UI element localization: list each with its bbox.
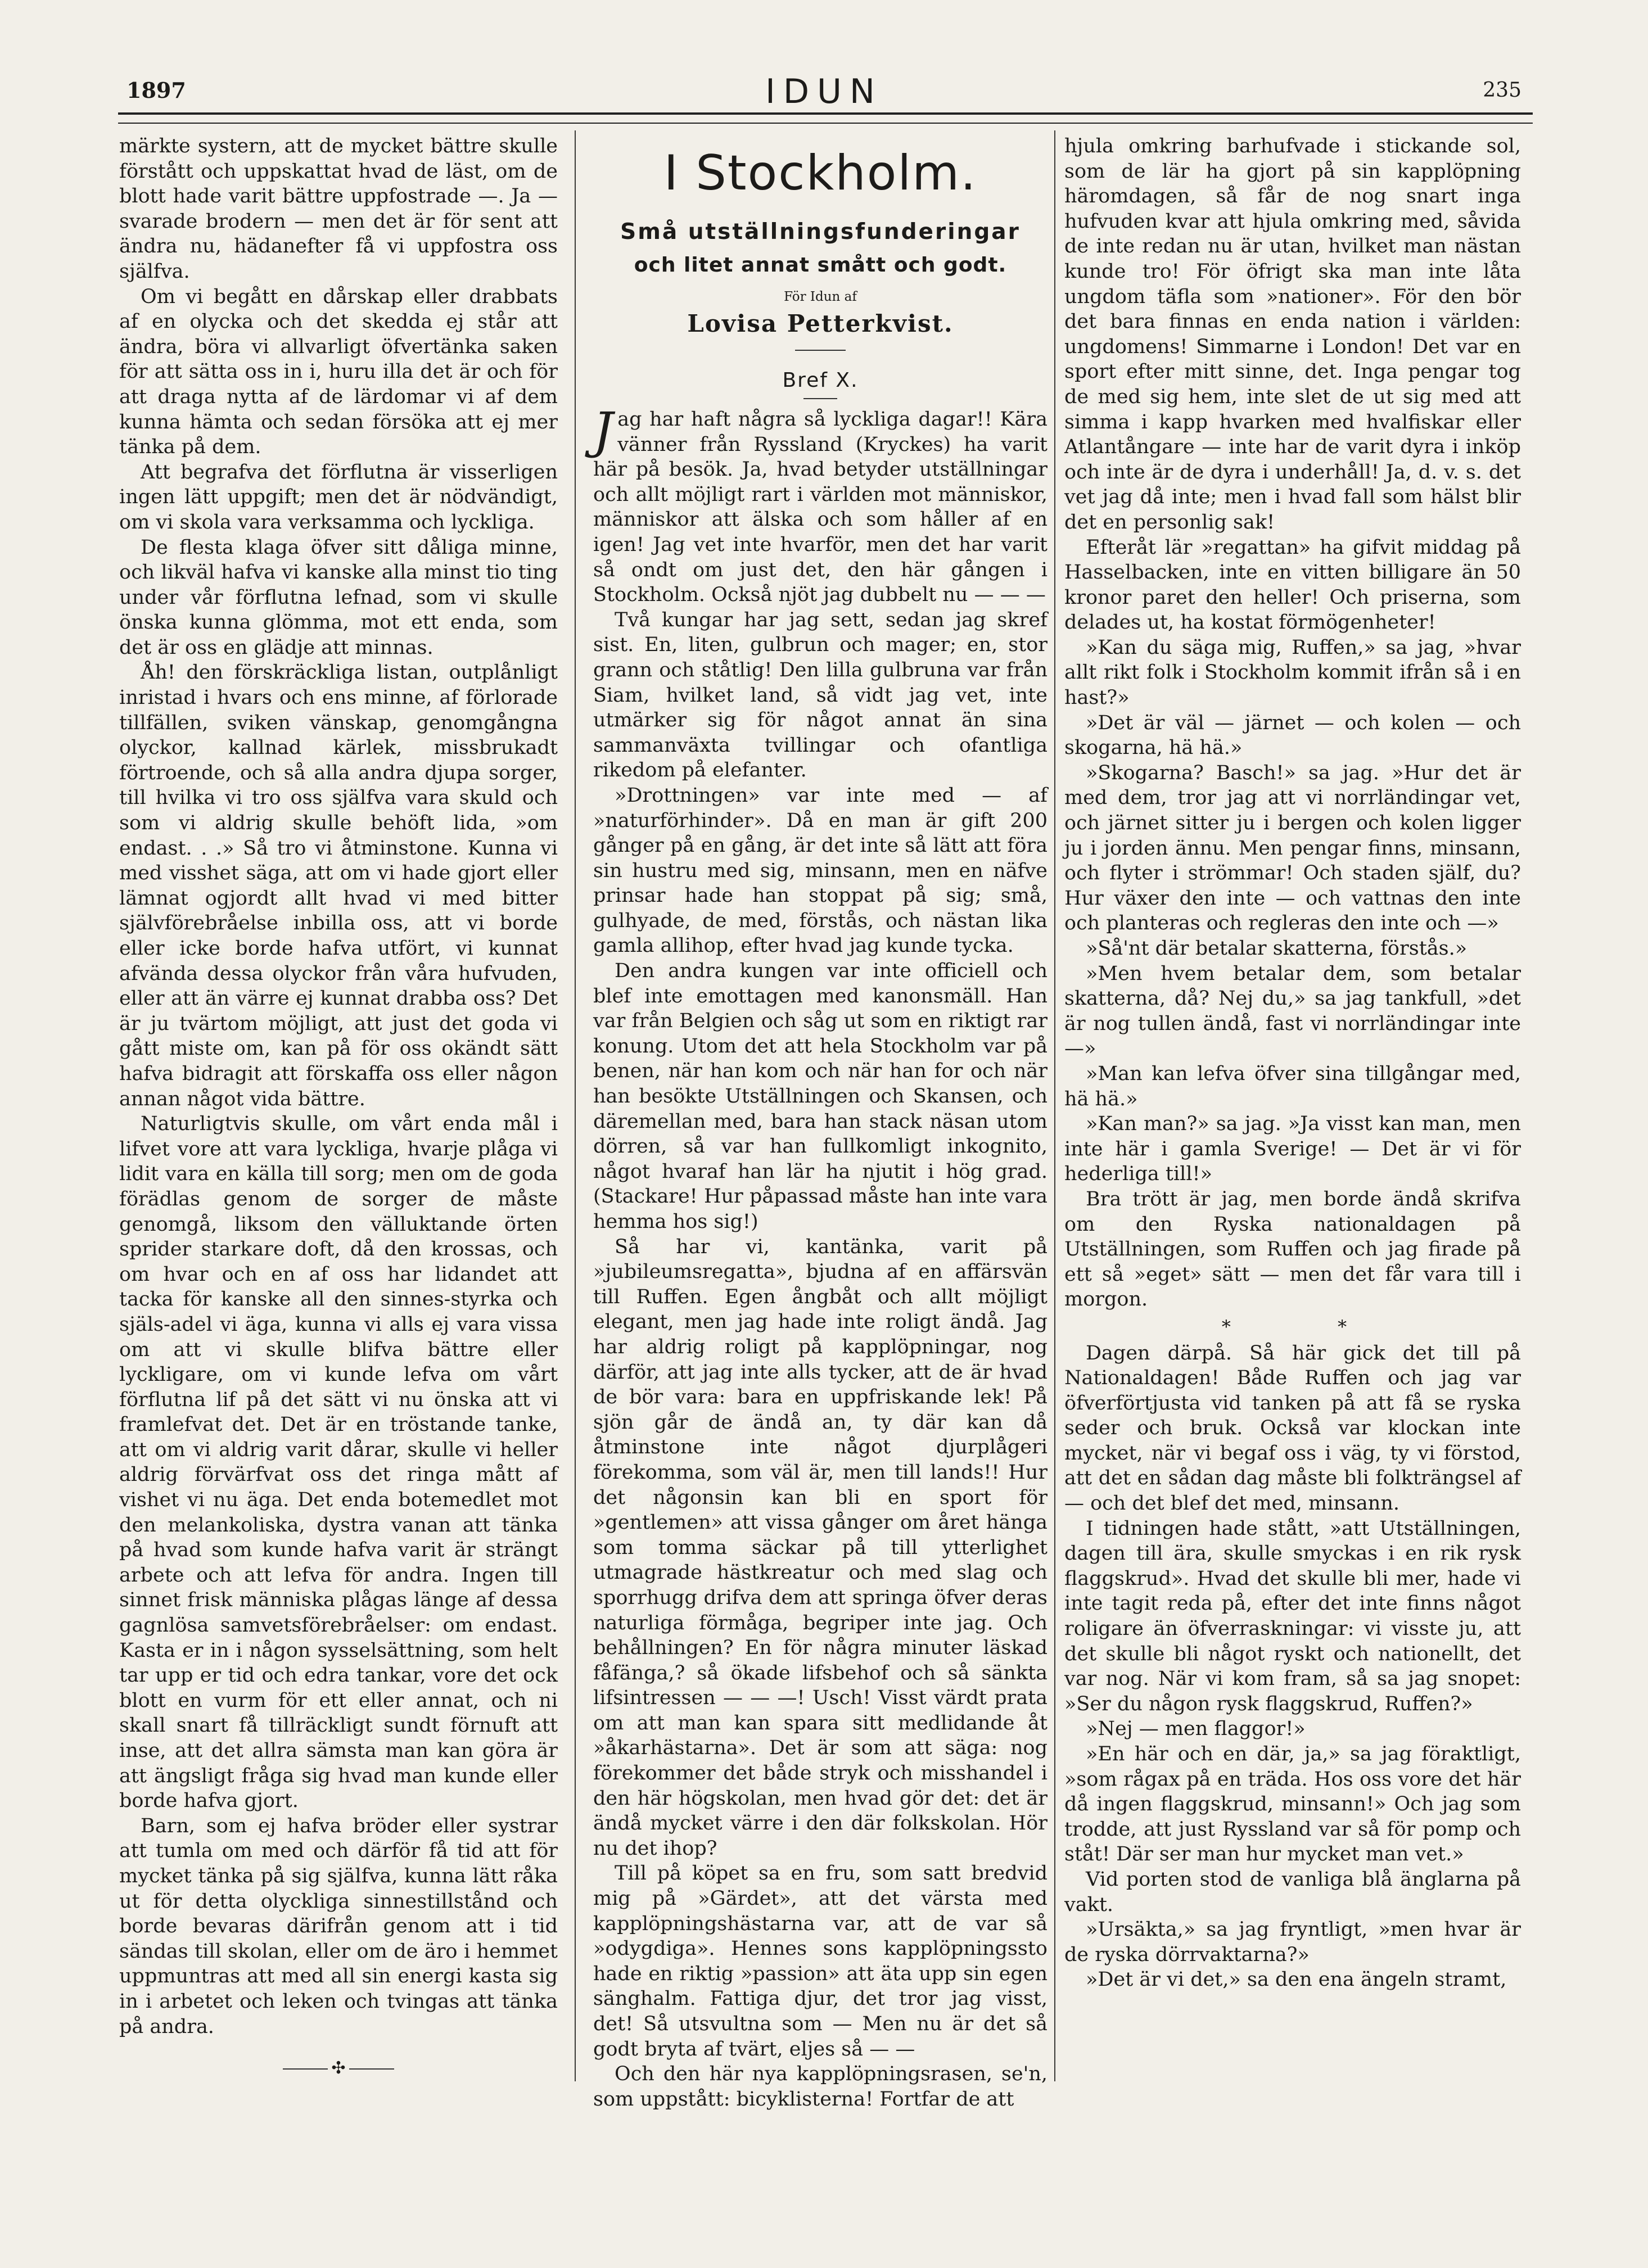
col3-paragraph: »Så'nt där betalar skatterna, förstås.» [1086,937,1468,960]
column-divider-left [575,130,576,2081]
drop-cap: J [593,401,613,459]
article-subtitle-2: och litet annat smått och godt. [634,254,1007,277]
col3-paragraph: »Skogarna? Basch!» sa jag. »Hur det är med dem, tror jag att vi norrländingar vet, och järnet sitter ju i bergen och kolen ligger ju i jorden ännu. Men pengar finns, minsann, och flyter i strömmar! Och staden själf, du? Hur växer den inte — och vattnas den inte och planteras och regleras den inte och —» [1064,761,1521,935]
col1-paragraph: De flesta klaga öfver sitt dåliga minne, och likväl hafva vi kanske alla minst tio ting under vår förflutna lefnad, som vi skulle önska kunna glömma, mot ett enda, som det är oss en glädje att minnas. [119,536,558,659]
column-1 [119,134,558,2081]
ornament-line-left [283,2068,328,2070]
column-divider-right [1054,130,1055,2081]
article-author: Lovisa Petterkvist. [687,310,954,337]
col2-first-text: ag har haft några så lyckliga dagar!! Kära vänner från Ryssland (Kryckes) ha varit här på besök. Ja, hvad betyder utställningar och allt möjligt rart i världen mot människor, människor att älska och som håller af en igen! Jag vet inte hvarför, men det har varit så ondt om just det, den här gången i Stockholm. Också njöt jag dubbelt nu — — — [593,408,1048,607]
col3-paragraph: Efteråt lär »regattan» ha gifvit middag på Hasselbacken, inte en vitten billigare än 50 kronor paret den heller! Och priserna, som delades ut, ha kostat förmögenheter! [1064,536,1521,634]
running-head [112,72,1536,111]
col2-paragraph: Den andra kungen var inte officiell och blef inte emottagen med kanonsmäll. Han var från Belgien och såg ut som en riktigt rar konung. Utom det att hela Stockholm var på benen, när han kom och när han for och när han besökte Utställningen och Skansen, och däremellan med, bara han stack näsan utom dörren, så var han fullkomligt inkognito, något hvaraf han lär ha njutit i hög grad. (Stackare! Hur påpassad måste han inte vara hemma hos sig!) [593,960,1048,1233]
col1-paragraph: Att begrafva det förflutna är visserligen ingen lätt uppgift; men det är nödvändigt, om vi skola vara verksamma och lyckliga. [119,460,558,534]
column-2 [593,134,1048,2112]
col1-paragraph: Barn, som ej hafva bröder eller systrar att tumla om med och därför få tid att för mycket tänka på sig själfva, kunna lätt råka ut för detta olyckliga sinnestillstånd och borde bevaras därifrån genom att i tid sändas till skolan, eller om de äro i hemmet uppmuntras att med all sin energi kasta sig in i arbetet och leken och tvingas att tänka på andra. [119,1814,558,2038]
col2-paragraph: »Drottningen» var inte med — af »naturförhinder». Då en man är gift 200 gånger på en gång, är det inte så lätt att föra sin hustru med sig, minsann, men en näfve prinsar hade han stoppat på sig; små, gulhyade, de med, förstås, och nästan lika gamla allihop, efter hvad jag kunde tycka. [593,784,1048,957]
ornament-line-right [349,2068,394,2070]
letter-rule [803,398,837,399]
col3-paragraph: »Man kan lefva öfver sina tillgångar med, hä hä.» [1064,1062,1521,1110]
col3-paragraph: »Nej — men flaggor!» [1086,1718,1306,1741]
col3-paragraph: »Kan man?» sa jag. »Ja visst kan man, men inte här i gamla Sverige! — Det är vi för hederliga till!» [1064,1113,1521,1186]
col1-paragraph: Om vi begått en dårskap eller drabbats af en olycka och det skedda ej står att ändra, böra vi allvarligt öfvertänka saken för att sätta oss in i, huru illa det är och för att draga nytta af de lärdomar vi af dem kunna hämta och sedan försöka att ej mer tänka på dem. [119,285,558,459]
header-year: 1897 [127,78,186,103]
magazine-title: IDUN [765,72,883,111]
col3-paragraph: »Det är väl — järnet — och kolen — och skogarna, hä hä.» [1064,711,1521,760]
header-double-rule [118,112,1533,124]
column-3 [1064,134,1521,1993]
col3-paragraph: »Ursäkta,» sa jag fryntligt, »men hvar är de ryska dörrvaktarna?» [1064,1918,1521,1966]
col3-paragraph: Bra trött är jag, men borde ändå skrifva om den Ryska nationaldagen på Utställningen, som Ruffen och jag firade på ett så »eget» sätt — men det får vara till i morgon. [1064,1187,1521,1311]
end-ornament [119,2056,558,2081]
col2-paragraph: Till på köpet sa en fru, som satt bredvid mig på »Gärdet», att det värsta med kapplöpningshästarna var, att de var så »odygdiga». Hennes sons kapplöpningssto hade en riktig »passion» att äta upp sin egen sänghalm. Fattiga djur, det tror jag visst, det! Så utsvultna som — Men nu är det så godt bryta af tvärt, eljes så — — [593,1862,1048,2061]
col2-paragraph: Så har vi, kantänka, varit på »jubileumsregatta», bjudna af en affärsvän till Ruffen. Egen ångbåt och allt möjligt elegant, men jag hade inte roligt ändå. Jag har aldrig roligt på kapplöpningar, nog därför, att jag inte alls tycker, att de är hvad de bör vara: bara en uppfriskande lek! På sjön går de ändå an, ty där kan då åtminstone inte något djurplågeri förekomma, som väl är, men till lands!! Hur det någonsin kan bli en sport för »gentlemen» att vissa gånger om året hänga som tomma säckar på till ytterlighet utmagrade hästkreatur och med slag och sporrhugg drifva dem att springa öfver deras naturliga förmåga, begriper inte jag. Och behållningen? En för några minuter läskad fåfänga,? så ökade lifsbehof och så sänkta lifsintressen — — —! Usch! Visst värdt prata om att man kan spara sitt medlidande åt »åkarhästarna». Det är som att säga: nog förekommer det både stryk och misshandel i den här högskolan, men hvad gör det: det är ändå mycket värre i den där folkskolan. Hör nu det ihop? [593,1235,1048,1860]
article-subtitle-1: Små utställningsfunderingar [620,219,1021,245]
col1-paragraph: märkte systern, att de mycket bättre skulle förstått och uppskattat hvad de läst, om de blott hade varit bättre uppfostrade —. Ja — svarade brodern — men det är för sent att ändra nu, hädanefter få vi uppfostra oss själfva. [119,135,558,283]
col3-paragraph: Dagen därpå. Så här gick det till på Nationaldagen! Både Ruffen och jag var öfverförtjusta vid tanken på att få se ryska seder och bruk. Också var klockan inte mycket, när vi begaf oss i väg, ty vi förstod, att det en sådan dag måste bli folkträngsel af — och det blef det med, minsann. [1064,1341,1521,1515]
article-for-line: För Idun af [784,290,857,304]
col3-paragraph: Vid porten stod de vanliga blå änglarna på vakt. [1064,1868,1521,1916]
col1-paragraph: Åh! den förskräckliga listan, outplånligt inristad i hvars och ens minne, af förlorade tillfällen, sviken vänskap, genomgångna olyckor, kallnad kärlek, missbrukadt förtroende, och så alla andra djupa sorger, till hvilka vi tro oss själfva vara skuld och som vi aldrig skulle behöft lida, »om endast. . .» Så tro vi åtminstone. Kunna vi med visshet säga, att om vi hade gjort eller lämnat ogjordt allt hvad vi med bitter självförebråelse inbilla oss, att vi borde eller icke borde hafva utfört, vi kunnat afvända dessa olyckor från våra hufvuden, eller att än värre ej kunnat drabba oss? Det är ju tvärtom möjligt, att just det goda vi gått miste om, kan på för oss okändt sätt hafva bidragit att förskaffa oss eller någon annan något vida bättre. [119,661,558,1110]
section-stars: * * [1221,1316,1398,1338]
col3-paragraph: hjula omkring barhufvade i stickande sol, som de lär ha gjort på sin kapplöpning häromdagen, så får de nog snart inga hufvuden kvar att hjula omkring med, såvida de inte redan nu är utan, hvilket man nästan kunde tro! För öfrigt ska man inte låta ungdom täfla som »nationer». För den bör det bara finnas en enda nation i världen: ungdomens! Simmarne i London! Det var en sport efter mitt sinne, det. Inga pengar tog de med sig hem, inte slet de ut sig med att simma i kapp hvarken med hvalfiskar eller Atlantångare — inte har de varit dyra i inköp och inte är de dyra i underhåll! Ja, d. v. s. det vet jag då inte; men i hvad fall som hälst blir det en personlig sak! [1064,135,1521,534]
page-number: 235 [1483,79,1521,102]
letter-heading: Bref X. [782,369,859,392]
col3-paragraph: »Men hvem betalar dem, som betalar skatterna, då? Nej du,» sa jag tankfull, »det är nog tullen ändå, fast vi norrländingar inte —» [1064,962,1521,1060]
col3-paragraph: »Det är vi det,» sa den ena ängeln stramt, [1086,1968,1507,1991]
col3-paragraph: »En här och en där, ja,» sa jag föraktligt, »som rågax på en träda. Hos oss vore det här då ingen flaggskrud, minsann!» Och jag som trodde, att just Ryssland var så för pomp och ståt! Där ser man hur mycket man vet.» [1064,1743,1521,1866]
col3-paragraph: I tidningen hade stått, »att Utställningen, dagen till ära, skulle smyckas i en rik rysk flaggskrud». Hvad det skulle bli mer, hade vi inte tagit reda på, efter det inte finns något roligare än öfverraskningar: vi visste ju, att det skulle bli något ryskt och nationellt, det var nog. När vi kom fram, så sa jag snopet: »Ser du någon rysk flaggskrud, Ruffen?» [1064,1517,1521,1715]
col3-paragraph: »Kan du säga mig, Ruffen,» sa jag, »hvar allt rikt folk i Stockholm kommit ifrån så i en hast?» [1064,636,1521,710]
ornament-glyph: ✣ [331,2058,346,2079]
col2-paragraph-first [593,401,1048,608]
title-rule [795,350,846,351]
col1-paragraph: Naturligtvis skulle, om vårt enda mål i lifvet vore att vara lyckliga, hvarje plåga vi lidit vara en källa till sorg; men om de goda förädlas genom de sorger de måste genomgå, liksom den välluktande örten sprider starkare doft, då den krossas, och om hvar och en af oss har lidandet att tacka för kanske all den sinnes-styrka och själs-adel vi äga, kunna vi alls ej vara vissa om att vi skulle blifva bättre eller lyckligare, om vi kunde lefva om vårt förflutna lif på det sätt vi nu önska att vi framlefvat det. Det är en tröstande tanke, att om vi aldrig varit dårar, skulle vi heller aldrig förvärfvat oss det ringa mått af vishet vi nu äga. Det enda botemedlet mot den melankoliska, dystra vanan att tänka på hvad som kunde hafva varit är strängt arbete och att lefva för andra. Ingen till sinnet frisk människa plågas länge af dessa gagnlösa samvetsförebråelser: om endast. Kasta er in i någon sysselsättning, som helt tar upp er tid och edra tankar, vore det ock blott en vurm för ett eller annat, och ni skall snart få tillräckligt sundt förnuft att inse, att det allra sämsta man kan göra är att ängsligt fråga sig hvad man kunde eller borde hafva gjort. [119,1113,558,1813]
article-title: I Stockholm. [663,145,977,201]
col2-paragraph: Två kungar har jag sett, sedan jag skref sist. En, liten, gulbrun och mager; en, stor grann och ståtlig! Den lilla gulbruna var från Siam, hvilket land, så vidt jag vet, inte utmärker sig för något annat än sina sammanväxta tvillingar och ofantliga rikedom på elefanter. [593,608,1048,782]
col2-paragraph: Och den här nya kapplöpningsrasen, se'n, som uppstått: bicyklisterna! Fortfar de att [593,2063,1048,2111]
